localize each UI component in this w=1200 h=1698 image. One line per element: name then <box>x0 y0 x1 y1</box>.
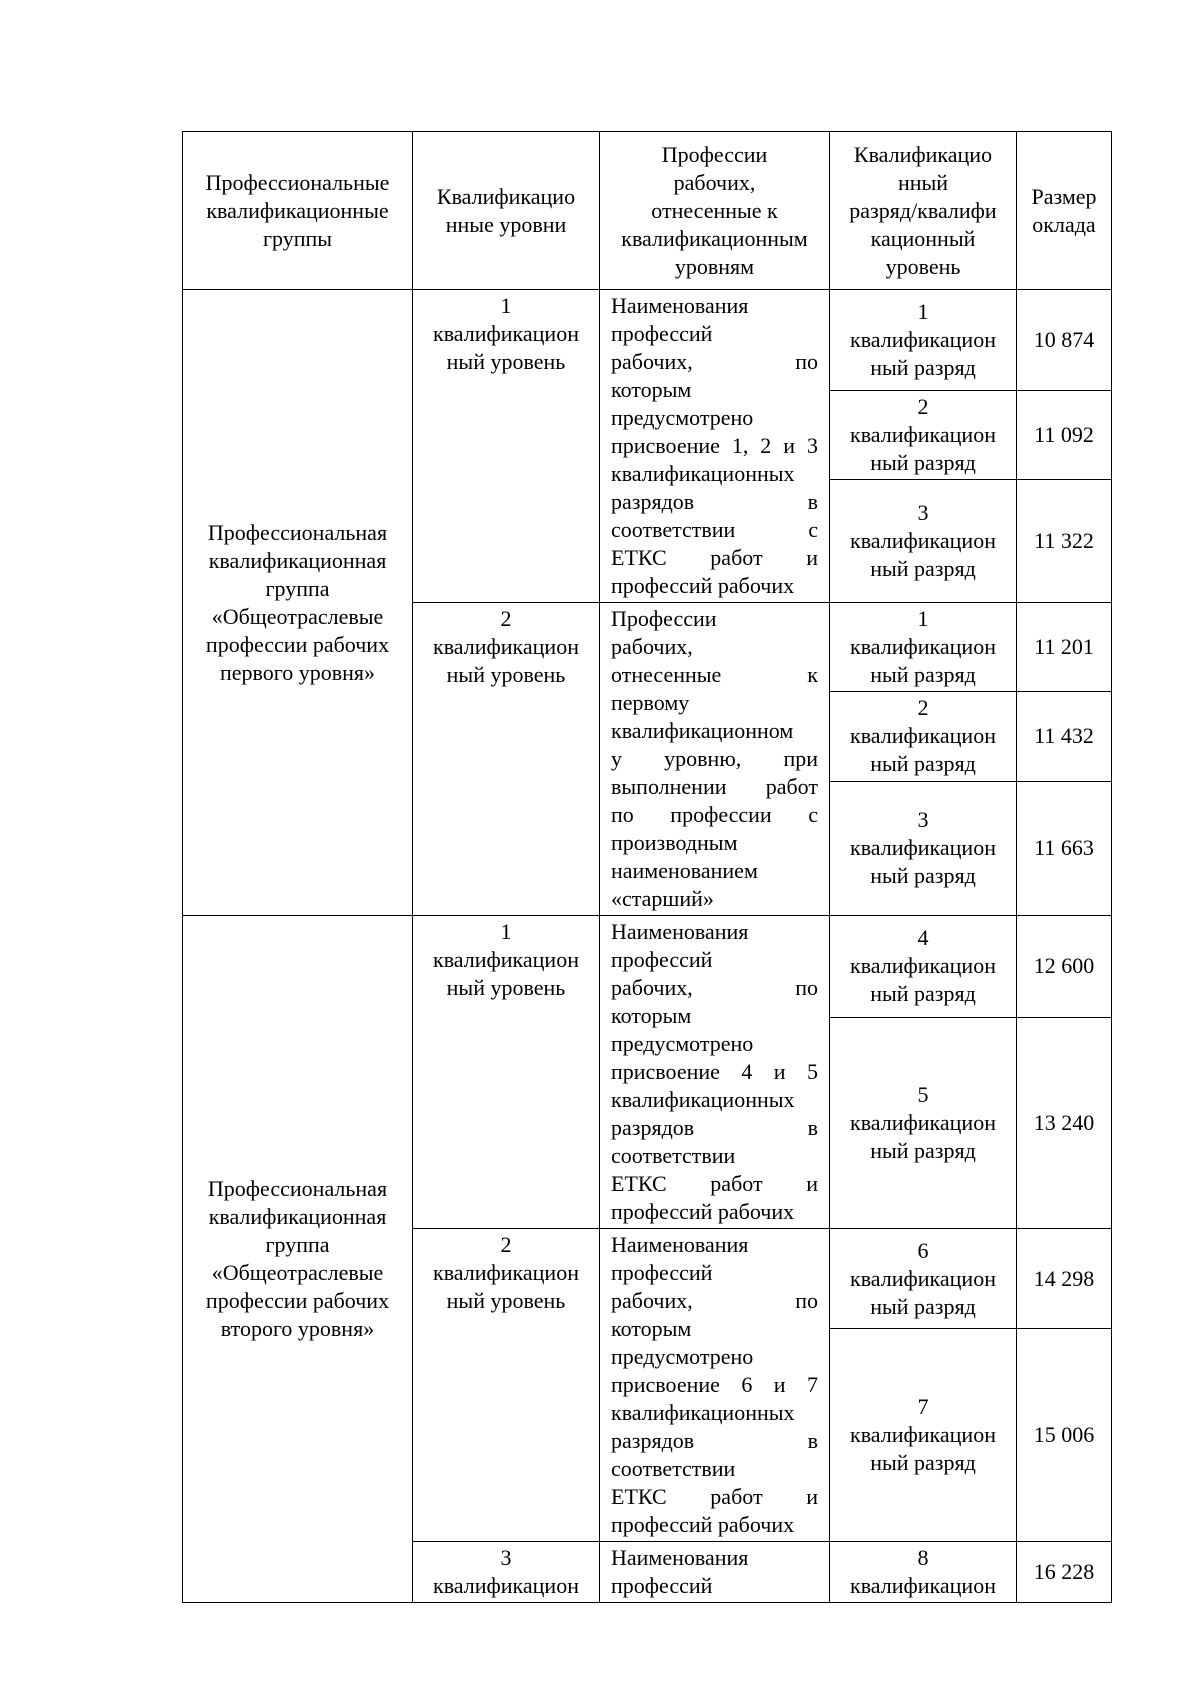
salary-cell: 12 600 <box>1017 916 1112 1018</box>
level-cell: 3 квалификацион <box>413 1542 600 1603</box>
profession-description-cell: Наименования профессий <box>600 1542 830 1603</box>
grade-cell: 8 квалификацион <box>830 1542 1017 1603</box>
profession-description-cell: Профессии рабочих, отнесенные к первому квалификационном у уровню, при выполнении работ по профессии с производным наименованием «старший» <box>600 603 830 916</box>
header-professions: Профессии рабочих, отнесенные к квалификационным уровням <box>600 132 830 290</box>
salary-cell: 15 006 <box>1017 1329 1112 1542</box>
header-group: Профессиональные квалификационные группы <box>183 132 413 290</box>
grade-cell: 6 квалификацион ный разряд <box>830 1229 1017 1329</box>
grade-cell: 2 квалификацион ный разряд <box>830 692 1017 781</box>
header-level: Квалификацио нные уровни <box>413 132 600 290</box>
salary-cell: 11 092 <box>1017 390 1112 480</box>
profession-description-cell: Наименования профессий рабочих, по которым предусмотрено присвоение 1, 2 и 3 квалификационных разрядов в соответствии с ЕТКС работ и профессий рабочих <box>600 290 830 603</box>
level-cell: 2 квалификацион ный уровень <box>413 603 600 916</box>
profession-description-cell: Наименования профессий рабочих, по которым предусмотрено присвоение 4 и 5 квалификационных разрядов в соответствии ЕТКС работ и профессий рабочих <box>600 916 830 1229</box>
salary-cell: 13 240 <box>1017 1017 1112 1228</box>
table-body <box>183 290 1112 1603</box>
header-row <box>183 132 1112 290</box>
header-grade: Квалификацио нный разряд/квалифи кационный уровень <box>830 132 1017 290</box>
group-name-cell: Профессиональная квалификационная группа «Общеотраслевые профессии рабочих первого уровня» <box>183 290 413 916</box>
grade-cell: 4 квалификацион ный разряд <box>830 916 1017 1018</box>
salary-cell: 11 432 <box>1017 692 1112 781</box>
salary-cell: 10 874 <box>1017 290 1112 391</box>
salary-cell: 11 663 <box>1017 781 1112 915</box>
grade-cell: 1 квалификацион ный разряд <box>830 290 1017 391</box>
grade-cell: 7 квалификацион ный разряд <box>830 1329 1017 1542</box>
salary-cell: 11 201 <box>1017 603 1112 692</box>
salary-cell: 11 322 <box>1017 480 1112 603</box>
grade-cell: 1 квалификацион ный разряд <box>830 603 1017 692</box>
grade-cell: 2 квалификацион ный разряд <box>830 390 1017 480</box>
header-salary: Размер оклада <box>1017 132 1112 290</box>
grade-cell: 5 квалификацион ный разряд <box>830 1017 1017 1228</box>
salary-cell: 16 228 <box>1017 1542 1112 1603</box>
profession-description-cell: Наименования профессий рабочих, по которым предусмотрено присвоение 6 и 7 квалификационных разрядов в соответствии ЕТКС работ и профессий рабочих <box>600 1229 830 1542</box>
level-cell: 1 квалификацион ный уровень <box>413 290 600 603</box>
grade-cell: 3 квалификацион ный разряд <box>830 781 1017 915</box>
level-cell: 2 квалификацион ный уровень <box>413 1229 600 1542</box>
table-row <box>183 916 1112 1018</box>
grade-cell: 3 квалификацион ный разряд <box>830 480 1017 603</box>
salary-cell: 14 298 <box>1017 1229 1112 1329</box>
salary-table <box>182 131 1112 1603</box>
group-name-cell: Профессиональная квалификационная группа «Общеотраслевые профессии рабочих второго уровня» <box>183 916 413 1603</box>
table-row <box>183 290 1112 391</box>
level-cell: 1 квалификацион ный уровень <box>413 916 600 1229</box>
